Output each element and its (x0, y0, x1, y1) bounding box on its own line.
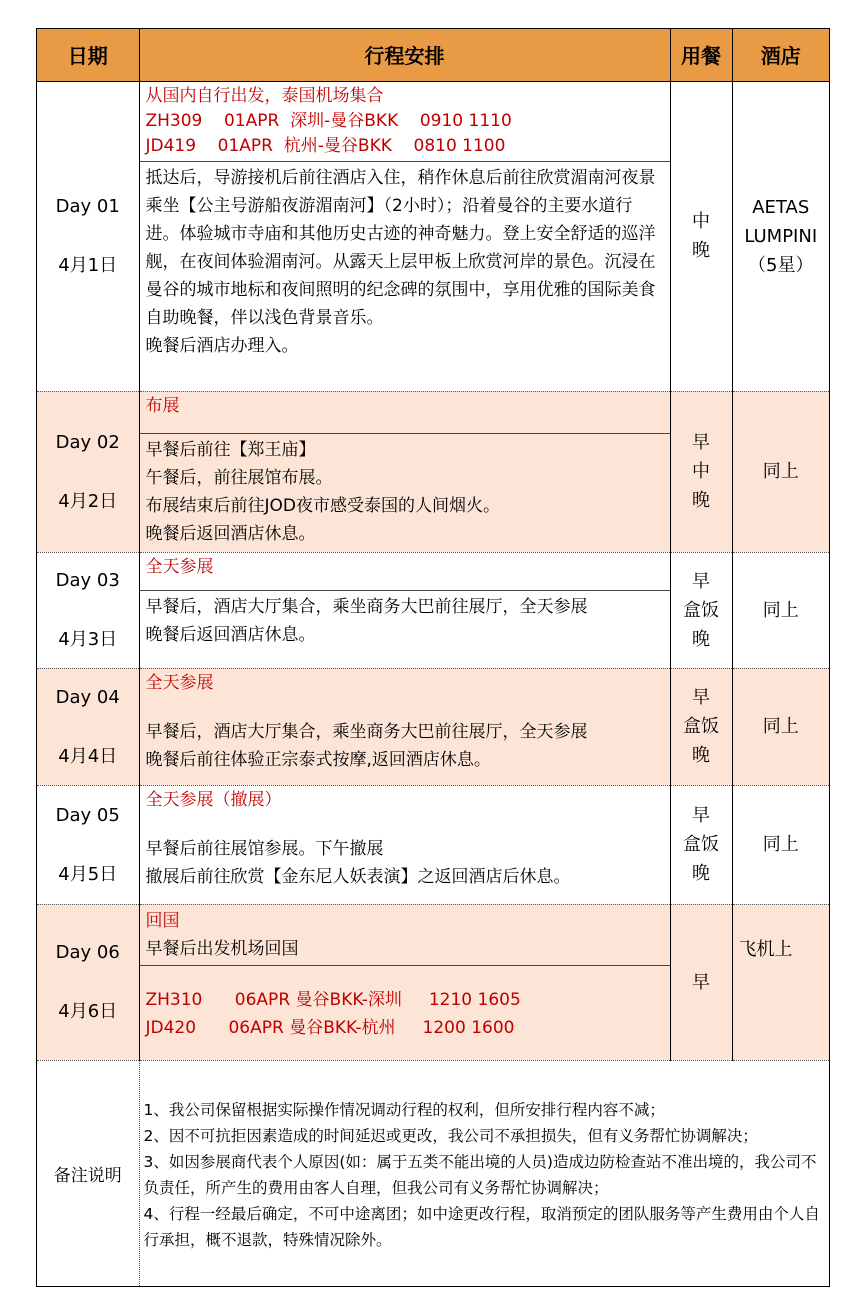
plan-detail-line: 晚餐后酒店办理入。 (145, 335, 299, 356)
notes-text (139, 1060, 829, 1286)
plan-detail-line: 抵达后，导游接机后前往酒店入住，稍作休息后前往欣赏湄南河夜景乘坐【公主号游船夜游湄南河】（2小时）；沿着曼谷的主要水道行进。体验城市寺庙和其他历史古迹的神奇魅力。登上安全舒适的巡洋舰，在夜间体验湄南河。从露天上层甲板上欣赏河岸的景色。沉浸在曼谷的城市地标和夜间照明的纪念碑的氛围中，享用优雅的国际美食自助晚餐，伴以浅色背景音乐。 (145, 167, 656, 328)
day-cell (37, 904, 139, 1060)
plan-highlight (140, 669, 670, 716)
plan-cell (139, 391, 670, 552)
day-row-1 (37, 81, 829, 391)
plan-cell (139, 785, 670, 904)
day-label: Day 05 (55, 804, 120, 826)
plan-details (140, 833, 670, 895)
plan-detail-line: 午餐后，前往展馆布展。 (145, 467, 333, 488)
hotel-cell (732, 785, 829, 904)
plan-detail-line: 晚餐后前往体验正宗泰式按摩,返回酒店休息。 (145, 749, 491, 770)
date-label: 4月3日 (58, 629, 118, 650)
day-row-3 (37, 552, 829, 668)
hotel-line: LUMPINI (744, 225, 818, 247)
header-hotel: 酒店 (732, 29, 829, 81)
day-row-6 (37, 904, 829, 1060)
itinerary-sheet (36, 28, 830, 1287)
plan-detail-line: 早餐后前往展馆参展。下午撤展 (145, 838, 384, 859)
plan-highlight (140, 82, 670, 162)
day-row-2 (37, 391, 829, 552)
meal-cell (670, 668, 732, 785)
plan-cell (139, 552, 670, 668)
day-row-4 (37, 668, 829, 785)
meal-cell (670, 391, 732, 552)
day-label: Day 01 (55, 196, 120, 217)
flight-line: ZH309 01APR 深圳-曼谷BKK 0910 1110 (145, 110, 512, 131)
meal-item: 盒饭 (683, 599, 719, 621)
plan-cell (139, 904, 670, 1060)
hotel-cell (732, 668, 829, 785)
plan-highlight-line: 布展 (145, 395, 180, 416)
meal-item: 晚 (692, 628, 710, 650)
plan-detail-line: 早餐后，酒店大厅集合，乘坐商务大巴前往展厅，全天参展 (145, 596, 588, 617)
meal-cell (670, 81, 732, 391)
meal-item: 晚 (692, 745, 710, 766)
meal-item: 早 (692, 687, 710, 708)
hotel-line: 同上 (762, 716, 799, 737)
header-plan: 行程安排 (139, 29, 670, 81)
meal-cell (670, 552, 732, 668)
plan-detail-line: 布展结束后前往JOD夜市感受泰国的人间烟火。 (145, 495, 500, 516)
meal-item: 晚 (692, 490, 710, 511)
plan-detail-line: 撤展后前往欣赏【金东尼人妖表演】之返回酒店后休息。 (145, 866, 571, 887)
day-row-5 (37, 785, 829, 904)
hotel-line: AETAS (752, 196, 810, 218)
meal-item: 晚 (692, 863, 710, 884)
plan-highlight-line: 早餐后出发机场回国 (145, 938, 299, 959)
plan-details (140, 966, 670, 1046)
meal-item: 盒饭 (683, 834, 719, 855)
day-label: Day 03 (55, 570, 120, 591)
meal-cell (670, 785, 732, 904)
hotel-cell (732, 391, 829, 552)
meal-item: 中 (692, 211, 710, 232)
notes-label: 备注说明 (37, 1060, 139, 1286)
meal-item: 中 (692, 461, 710, 482)
plan-highlight (140, 905, 670, 966)
plan-detail-line: 晚餐后返回酒店休息。 (145, 523, 316, 544)
itinerary-table (37, 29, 829, 1286)
hotel-line: 同上 (762, 461, 799, 482)
hotel-cell (732, 552, 829, 668)
header-meal: 用餐 (670, 29, 732, 81)
flight-line: JD420 06APR 曼谷BKK-杭州 1200 1600 (145, 1017, 515, 1038)
plan-details (140, 434, 670, 552)
plan-details (140, 591, 670, 653)
flight-line: ZH310 06APR 曼谷BKK-深圳 1210 1605 (145, 989, 521, 1010)
plan-cell (139, 668, 670, 785)
plan-highlight-line: 全天参展 (145, 672, 214, 693)
day-cell (37, 668, 139, 785)
date-label: 4月6日 (58, 1001, 118, 1022)
plan-highlight-line: 从国内自行出发，泰国机场集合 (145, 85, 384, 106)
hotel-cell (732, 904, 829, 1060)
plan-highlight (140, 553, 670, 591)
meal-item: 早 (692, 805, 710, 826)
meal-cell (670, 904, 732, 1060)
header-row (37, 29, 829, 81)
meal-item: 盒饭 (683, 716, 719, 737)
day-cell (37, 785, 139, 904)
meal-item: 早 (692, 570, 710, 592)
date-label: 4月2日 (58, 490, 118, 512)
meal-item: 早 (692, 432, 710, 453)
date-label: 4月5日 (58, 863, 118, 885)
plan-details (140, 716, 670, 778)
day-cell (37, 81, 139, 391)
plan-highlight (140, 392, 670, 434)
hotel-line: 同上 (762, 599, 799, 621)
hotel-line: （5星） (748, 254, 814, 276)
plan-highlight-line: 回国 (145, 910, 180, 931)
plan-highlight-line: 全天参展 (145, 556, 214, 577)
date-label: 4月4日 (58, 745, 118, 767)
note-line: 3、如因参展商代表个人原因(如：属于五类不能出境的人员)造成边防检查站不准出境的，我公司不负责任，所产生的费用由客人自理，但我公司有义务帮忙协调解决； (143, 1153, 817, 1198)
note-line: 4、行程一经最后确定，不可中途离团；如中途更改行程，取消预定的团队服务等产生费用由个人自行承担，概不退款，特殊情况除外。 (143, 1205, 820, 1250)
day-cell (37, 552, 139, 668)
hotel-line: 同上 (762, 834, 799, 855)
day-label: Day 02 (55, 431, 120, 453)
plan-highlight (140, 786, 670, 833)
meal-item: 早 (692, 971, 710, 993)
hotel-line: 飞机上 (738, 938, 793, 960)
header-date: 日期 (37, 29, 139, 81)
plan-details (140, 162, 670, 364)
plan-highlight-line: 全天参展（撤展） (145, 789, 282, 810)
hotel-cell (732, 81, 829, 391)
notes-row (37, 1060, 829, 1286)
meal-item: 晚 (692, 240, 710, 261)
flight-line: JD419 01APR 杭州-曼谷BKK 0810 1100 (145, 135, 506, 156)
note-line: 2、因不可抗拒因素造成的时间延迟或更改，我公司不承担损失，但有义务帮忙协调解决； (143, 1127, 758, 1146)
note-line: 1、我公司保留根据实际操作情况调动行程的权利，但所安排行程内容不减； (143, 1101, 665, 1120)
day-cell (37, 391, 139, 552)
day-label: Day 04 (55, 686, 120, 708)
plan-detail-line: 早餐后前往【郑王庙】 (145, 439, 316, 460)
date-label: 4月1日 (58, 255, 118, 276)
plan-detail-line: 晚餐后返回酒店休息。 (145, 624, 316, 645)
day-label: Day 06 (55, 942, 120, 963)
plan-cell (139, 81, 670, 391)
plan-detail-line: 早餐后，酒店大厅集合，乘坐商务大巴前往展厅，全天参展 (145, 721, 588, 742)
